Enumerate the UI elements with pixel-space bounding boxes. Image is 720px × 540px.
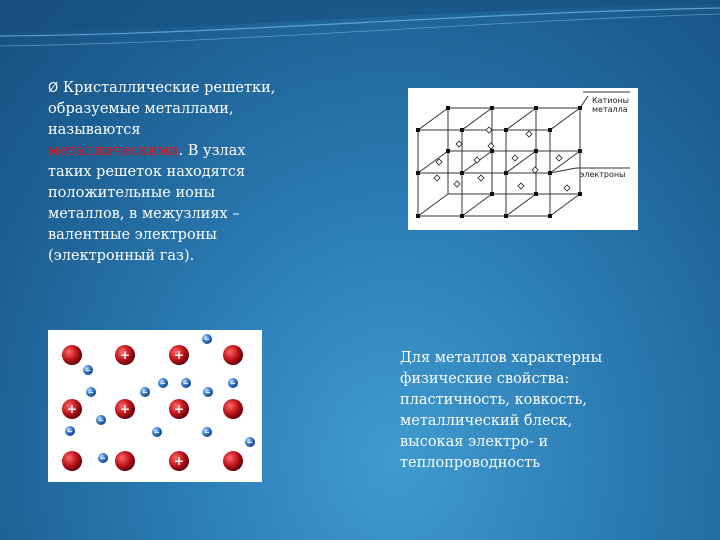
metal-lattice-diagram: [408, 88, 638, 230]
decorative-swoosh: [0, 0, 720, 80]
electron-sign: −: [204, 335, 210, 344]
lattice-label-electrons: электроны: [580, 170, 626, 179]
ion-electron-graphic: [48, 330, 262, 482]
electron-sign: −: [247, 438, 253, 447]
cation-ball: [62, 345, 82, 365]
definition-part1: Кристаллические решетки, образуемые металлами, называются: [48, 80, 276, 138]
electron-sign: −: [88, 388, 94, 397]
cation-sign: +: [173, 348, 185, 362]
electron-sign: −: [160, 379, 166, 388]
cation-ball: [223, 399, 243, 419]
definition-highlight: металлическими: [48, 143, 179, 159]
bullet-arrow-icon: Ø: [48, 81, 59, 96]
ion-electron-gas-diagram: [48, 330, 262, 482]
cation-sign: +: [119, 348, 131, 362]
electron-sign: −: [183, 379, 189, 388]
electron-sign: −: [98, 416, 104, 425]
cation-sign: +: [173, 454, 185, 468]
cation-ball: [223, 451, 243, 471]
cation-sign: +: [66, 402, 78, 416]
cation-sign: +: [173, 402, 185, 416]
electron-sign: −: [142, 388, 148, 397]
electron-sign: −: [205, 388, 211, 397]
cation-ball: [62, 451, 82, 471]
electron-sign: −: [100, 454, 106, 463]
electron-sign: −: [230, 379, 236, 388]
definition-part2: . В узлах таких решеток находятся положительные ионы металлов, в межузлиях – валентные электроны (электронный газ).: [48, 143, 246, 264]
electron-sign: −: [204, 428, 210, 437]
electron-sign: −: [67, 427, 73, 436]
cation-ball: [223, 345, 243, 365]
properties-text: Для металлов характерны физические свойства: пластичность, ковкость, металлический блеск, высокая электро- и теплопроводность: [400, 350, 603, 471]
lattice-label-cations: Катионы металла: [592, 96, 629, 114]
cation-sign: +: [119, 402, 131, 416]
cation-ball: [115, 451, 135, 471]
definition-text: [48, 78, 278, 267]
electron-sign: −: [154, 428, 160, 437]
electron-sign: −: [85, 366, 91, 375]
